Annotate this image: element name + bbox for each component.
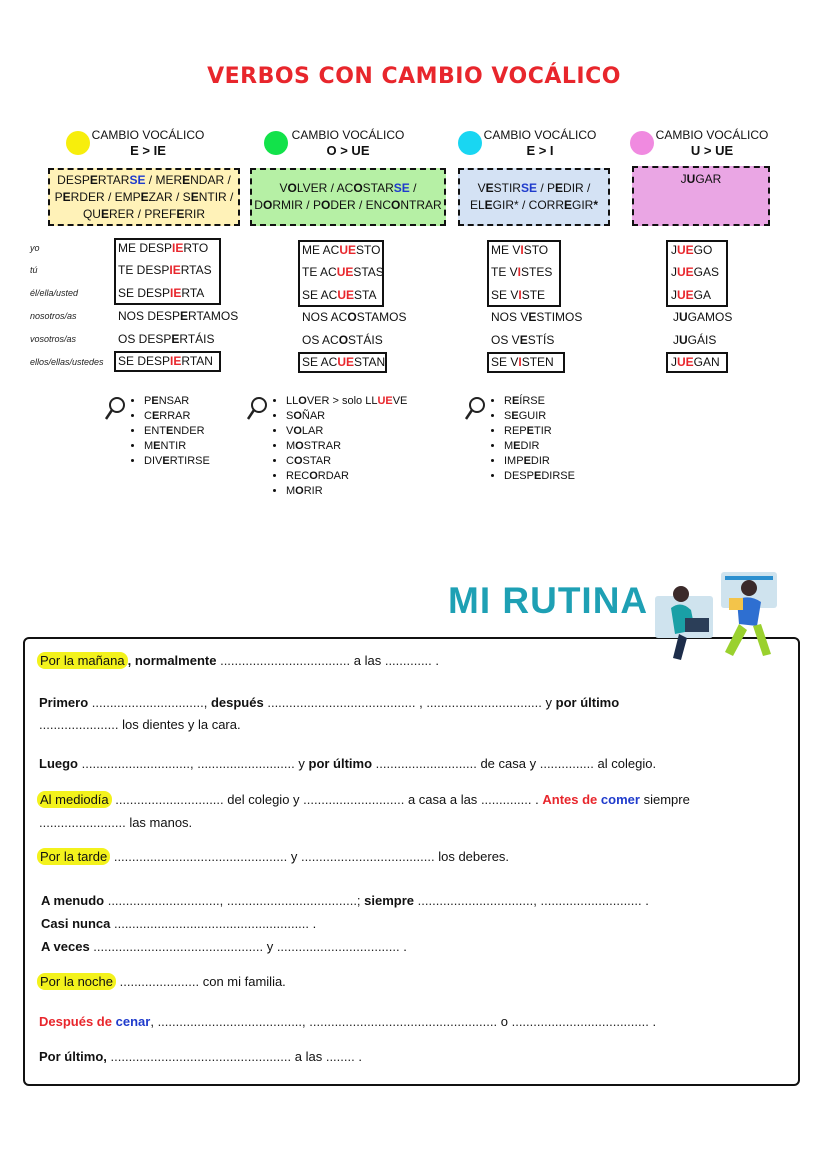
pronoun-label: ellos/ellas/ustedes: [30, 357, 104, 367]
list-item: • RECORDAR: [286, 469, 407, 484]
conjugation: ME ACUESTO: [302, 243, 381, 257]
blank[interactable]: ..................................: [276, 939, 400, 954]
conjugation: OS ACOSTÁIS: [302, 333, 383, 347]
list-item: • MOSTRAR: [286, 439, 407, 454]
routine-text: los deberes.: [438, 849, 510, 864]
blank[interactable]: ........................: [39, 815, 126, 830]
routine-word: cenar: [115, 1014, 151, 1029]
students-illustration-icon: [645, 568, 785, 672]
blank[interactable]: ......................................................: [113, 916, 310, 931]
magnifier-icon: [104, 396, 126, 422]
green-dot-icon: [264, 131, 288, 155]
column-change: O > UE: [326, 143, 370, 158]
routine-line-menudo: [41, 891, 649, 911]
routine-line-manana: Por la mañana , normalmente .................................... a las ............. .: [37, 651, 439, 671]
column-header-u-ue: [652, 128, 772, 158]
conjugation: JUGÁIS: [673, 333, 717, 347]
routine-text: .: [312, 916, 317, 931]
routine-word: Después de: [39, 1014, 112, 1029]
page-title: VERBOS CON CAMBIO VOCÁLICO: [207, 64, 621, 89]
blank[interactable]: ...............................................: [93, 939, 264, 954]
verb-box-e-ie: DESPERTARSE / MERENDAR / PERDER / EMPEZAR / SENTIR / QUERER / PREFERIR: [48, 168, 240, 226]
conjugation: ME DESPIERTO: [118, 241, 209, 255]
routine-text: del colegio y: [227, 792, 300, 807]
routine-line-ultimo: [39, 1047, 362, 1067]
routine-word: Luego: [39, 756, 78, 771]
list-item: • SOÑAR: [286, 409, 407, 424]
column-label: CAMBIO VOCÁLICO: [291, 128, 405, 142]
blank[interactable]: ..............: [480, 792, 532, 807]
blank[interactable]: ....................................................: [309, 1014, 498, 1029]
list-item: • SEGUIR: [504, 409, 575, 424]
routine-word: Casi nunca: [41, 916, 111, 931]
conjugation: OS VESTÍS: [491, 333, 555, 347]
blank[interactable]: .............: [384, 653, 432, 668]
routine-text: o: [500, 1014, 508, 1029]
column-change: E > IE: [130, 143, 166, 158]
column-label: CAMBIO VOCÁLICO: [91, 128, 205, 142]
routine-line-mediodia: [37, 790, 690, 810]
conjugation: SE VISTEN: [491, 355, 554, 369]
list-item: • MEDIR: [504, 439, 575, 454]
routine-line-nunca: [41, 914, 316, 934]
conjugation: JUEGO: [671, 243, 713, 257]
pronoun-label: nosotros/as: [30, 311, 77, 321]
blank[interactable]: ..............................: [115, 792, 224, 807]
routine-word: siempre: [364, 893, 415, 908]
conjugation: SE VISTE: [491, 288, 546, 302]
routine-text: .: [435, 653, 440, 668]
routine-line-veces: [41, 937, 407, 957]
routine-text: a casa a las: [407, 792, 478, 807]
list-item: • IMPEDIR: [504, 454, 575, 469]
blank[interactable]: ..............................,: [81, 756, 194, 771]
column-label: CAMBIO VOCÁLICO: [483, 128, 597, 142]
conjugation: SE ACUESTAN: [302, 355, 386, 369]
list-item: • CERRAR: [144, 409, 210, 424]
list-item: • MORIR: [286, 484, 407, 499]
column-change: E > I: [526, 143, 554, 158]
routine-word: Primero: [39, 695, 89, 710]
verb-list-e-ie: [128, 394, 210, 469]
conjugation: OS DESPERTÁIS: [118, 332, 215, 346]
verb-list-e-i: [488, 394, 575, 484]
pronoun-label: él/ella/usted: [30, 288, 79, 298]
routine-text: .: [645, 893, 649, 908]
column-header-e-i: [480, 128, 600, 158]
blank[interactable]: ............................: [375, 756, 477, 771]
blank[interactable]: ................................................: [113, 849, 288, 864]
routine-text: y: [545, 695, 553, 710]
list-item: • PENSAR: [144, 394, 210, 409]
list-item: • DIVERTIRSE: [144, 454, 210, 469]
routine-line-primero-cont: [39, 715, 241, 735]
blank[interactable]: ...............: [539, 756, 594, 771]
conjugation: JUGAMOS: [673, 310, 733, 324]
list-item: • REÍRSE: [504, 394, 575, 409]
conjugation: ME VISTO: [491, 243, 549, 257]
blank[interactable]: ......................: [39, 717, 119, 732]
conjugation: JUEGA: [671, 288, 712, 302]
list-item: • DESPEDIRSE: [504, 469, 575, 484]
routine-word: comer: [600, 792, 640, 807]
magnifier-icon: [464, 396, 486, 422]
blank[interactable]: ...........................: [197, 756, 295, 771]
column-change: U > UE: [690, 143, 734, 158]
blank[interactable]: ................................,: [417, 893, 537, 908]
conjugation: NOS VESTIMOS: [491, 310, 583, 324]
verb-box-u-ue: JUGAR: [632, 166, 770, 226]
routine-text: las manos.: [129, 815, 193, 830]
routine-word: por último: [308, 756, 373, 771]
yellow-dot-icon: [66, 131, 90, 155]
blank[interactable]: .....................................: [300, 849, 435, 864]
routine-text: los dientes y la cara.: [122, 717, 241, 732]
routine-line-tarde: [37, 847, 509, 867]
conjugation: SE DESPIERTAN: [118, 354, 213, 368]
routine-text: a las: [353, 653, 382, 668]
list-item: • ENTENDER: [144, 424, 210, 439]
routine-line-cenar: [39, 1012, 656, 1032]
blank[interactable]: ....................................;: [226, 893, 361, 908]
blank[interactable]: ........................................,: [157, 1014, 306, 1029]
conjugation: JUEGAS: [671, 265, 720, 279]
column-label: CAMBIO VOCÁLICO: [655, 128, 769, 142]
routine-text: .: [403, 939, 407, 954]
blank[interactable]: ....................................: [220, 653, 351, 668]
routine-text: a las: [294, 1049, 323, 1064]
routine-text: de casa y: [480, 756, 537, 771]
time-tag: Por la mañana: [37, 652, 128, 669]
routine-text: y: [290, 849, 298, 864]
routine-text: .: [652, 1014, 657, 1029]
conjugation: TE ACUESTAS: [302, 265, 384, 279]
verb-box-o-ue: VOLVER / ACOSTARSE / DORMIR / PODER / ENCONTRAR: [250, 168, 446, 226]
rutina-title: MI RUTINA: [448, 580, 649, 621]
pronoun-label: tú: [30, 265, 38, 275]
routine-text: ,: [150, 1014, 154, 1029]
routine-text: ,: [419, 695, 423, 710]
blank[interactable]: ............................: [540, 893, 642, 908]
routine-word: normalmente: [134, 653, 217, 668]
routine-word: después: [210, 695, 264, 710]
column-header-o-ue: [288, 128, 408, 158]
conjugation: NOS ACOSTAMOS: [302, 310, 407, 324]
routine-line-noche: [37, 972, 286, 992]
blank[interactable]: ...............................,: [107, 893, 224, 908]
list-item: • LLOVER > solo LLUEVE: [286, 394, 407, 409]
conjugation: JUEGAN: [671, 355, 720, 369]
blank[interactable]: ............................: [303, 792, 405, 807]
blank[interactable]: ......................: [119, 974, 200, 989]
routine-word: A veces: [41, 939, 90, 954]
routine-text: y: [266, 939, 274, 954]
routine-line-luego: [39, 754, 656, 774]
list-item: • COSTAR: [286, 454, 407, 469]
routine-text: .: [535, 792, 539, 807]
routine-text: siempre: [643, 792, 690, 807]
routine-line-primero: [39, 693, 619, 713]
conjugation: TE VISTES: [491, 265, 553, 279]
blank[interactable]: .........................................: [267, 695, 416, 710]
routine-line-mediodia-cont: [39, 813, 192, 833]
time-tag: Por la tarde: [37, 848, 110, 865]
routine-text: con mi familia.: [202, 974, 286, 989]
blank[interactable]: ................................: [426, 695, 542, 710]
time-tag: Por la noche: [37, 973, 116, 990]
blank[interactable]: ...............................,: [91, 695, 208, 710]
routine-text: al colegio.: [597, 756, 657, 771]
routine-text: y: [298, 756, 305, 771]
verb-list-o-ue: [270, 394, 407, 499]
blank[interactable]: ........: [325, 1049, 355, 1064]
list-item: • VOLAR: [286, 424, 407, 439]
list-item: • MENTIR: [144, 439, 210, 454]
blank[interactable]: ......................................: [511, 1014, 649, 1029]
pronoun-label: vosotros/as: [30, 334, 77, 344]
list-item: • REPETIR: [504, 424, 575, 439]
routine-text: .: [358, 1049, 362, 1064]
routine-word: Antes de: [542, 792, 598, 807]
pink-dot-icon: [630, 131, 654, 155]
verb-box-e-i: VESTIRSE / PEDIR / ELEGIR* / CORREGIR*: [458, 168, 610, 226]
routine-word: Por último,: [39, 1049, 107, 1064]
blank[interactable]: ..................................................: [110, 1049, 292, 1064]
cyan-dot-icon: [458, 131, 482, 155]
routine-word: A menudo: [41, 893, 105, 908]
conjugation: NOS DESPERTAMOS: [118, 309, 239, 323]
column-header-e-ie: [88, 128, 208, 158]
conjugation: SE DESPIERTA: [118, 286, 205, 300]
magnifier-icon: [246, 396, 268, 422]
time-tag: Al mediodía: [37, 791, 112, 808]
pronoun-label: yo: [30, 243, 40, 253]
conjugation: TE DESPIERTAS: [118, 263, 212, 277]
routine-word: por último: [555, 695, 620, 710]
conjugation: SE ACUESTA: [302, 288, 377, 302]
